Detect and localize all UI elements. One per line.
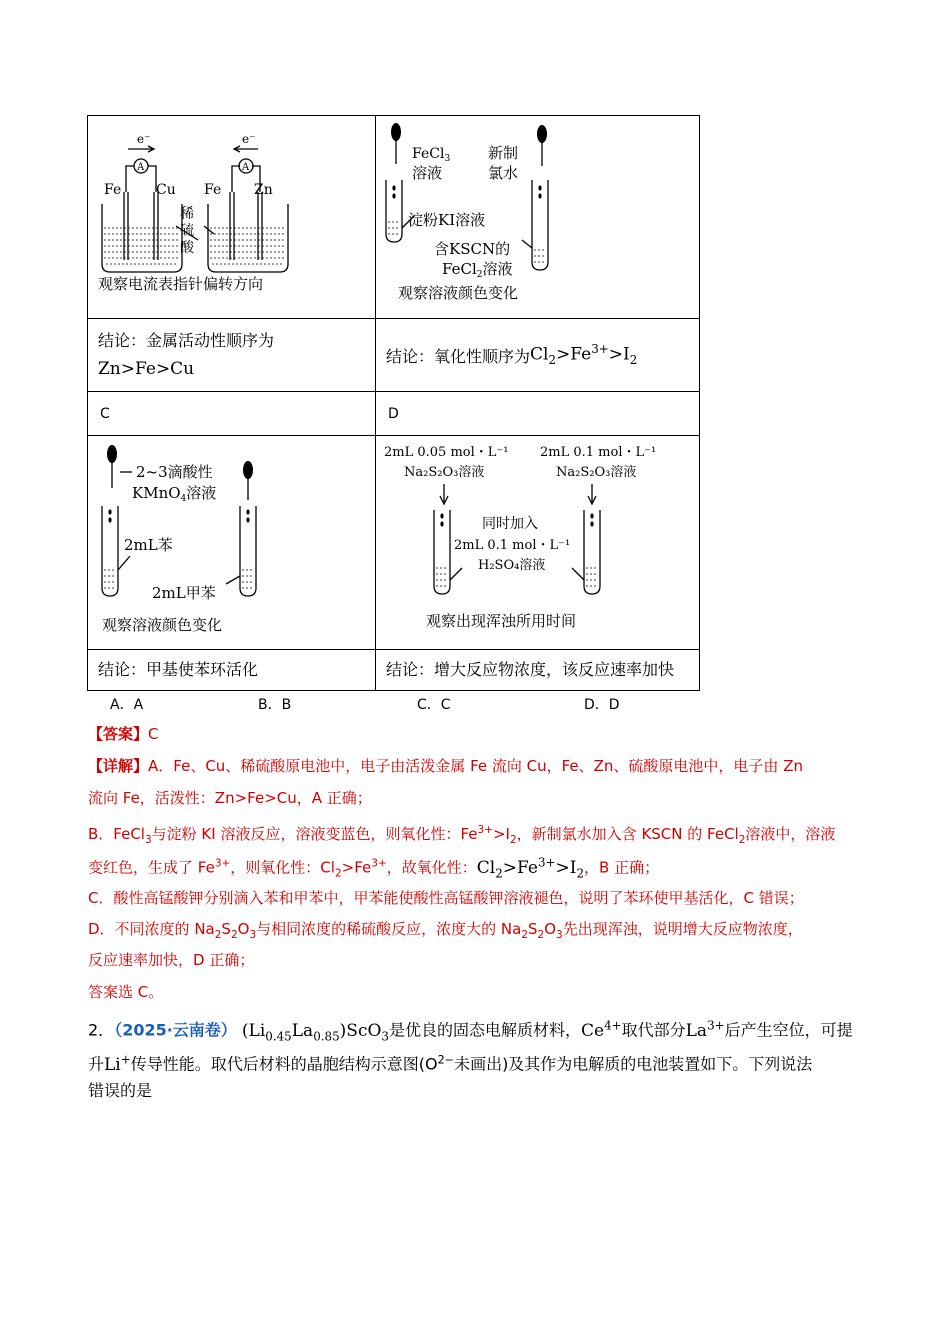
electrode-zn-label: Zn: [254, 182, 273, 198]
cell-c-conclusion: [88, 650, 376, 691]
detail-label: 【详解】: [88, 757, 149, 775]
cell-b-conclusion: 结论：氧化性顺序为 $Cl_2>Fe^{3+}>I_2$: [376, 319, 700, 392]
fecl2-label: FeCl: [442, 260, 477, 278]
galvanic-cells-figure: [88, 116, 376, 318]
svg-text:FeCl2溶液: FeCl$_2$溶液: [442, 260, 513, 280]
question-2-line-1: 2．（2025·云南卷） $(Li_{0.45}La_{0.85})ScO_3$是优良的固态电解质材料，$Ce^{4+}$取代部分$La^{3+}$后产生空位，可提: [88, 1018, 853, 1044]
detail-line-2: 流向 Fe，活泼性：Zn>Fe>Cu，A 正确；: [88, 789, 372, 807]
conclusion-text: 结论：金属活动性顺序为: [98, 331, 275, 350]
cell-a-figure: [88, 116, 376, 319]
acid-label: 硫: [180, 223, 194, 239]
oxidation-figure: [376, 116, 700, 318]
figure-caption: 观察出现浑浊所用时间: [426, 612, 577, 630]
svg-text:FeCl3: FeCl$_3$: [412, 146, 451, 164]
conclusion-formula: Zn>Fe>Cu: [98, 359, 195, 379]
cell-b-figure: [376, 116, 700, 319]
fecl3-solution-label: 溶液: [412, 164, 443, 182]
chlorine-water-label: 氯水: [488, 164, 519, 182]
electron-label-left: e⁻: [137, 132, 151, 146]
toluene-label: 2mL甲苯: [152, 584, 216, 602]
conclusion-text: 结论：氧化性顺序为: [386, 346, 531, 366]
figure-caption: 观察溶液颜色变化: [398, 284, 519, 302]
detail-line-8: 答案选 C。: [88, 983, 164, 1001]
detail-line-5: C．酸性高锰酸钾分别滴入苯和甲苯中，甲苯能使酸性高锰酸钾溶液褪色，说明了苯环使甲基活化，C 错误；: [88, 889, 804, 907]
detail-line-3: B．FeCl$_3$与淀粉 KI 溶液反应，溶液变蓝色，则氧化性：$Fe^{3+}>I_2$，新制氯水加入含 KSCN 的 FeCl$_2$溶液中，溶液: [88, 824, 836, 846]
kmno4-reagent-label: 2~3滴酸性: [136, 463, 213, 481]
conclusion-text: 结论：甲基使苯环活化: [98, 660, 259, 679]
question-number: 2．: [88, 1020, 115, 1040]
h2so4-concentration: 2mL 0.1 mol・L⁻¹: [454, 538, 571, 553]
option-d[interactable]: D．D: [584, 697, 620, 713]
left-concentration: 2mL 0.05 mol・L⁻¹: [384, 445, 509, 460]
oxidation-order-formula: $Cl_2>Fe^{3+}>I_2$: [476, 855, 585, 881]
question-2-line-2: 升Li+传导性能。取代后材料的晶胞结构示意图($O^{2-}$未画出)及其作为电解质的电池装置如下。下列说法: [88, 1052, 813, 1075]
question-source: （2025·云南卷）: [114, 1020, 237, 1040]
acid-label: 稀: [180, 206, 194, 222]
cell-d-figure: [376, 436, 700, 650]
electron-label-right: e⁻: [242, 132, 256, 146]
cell-c-figure: [88, 436, 376, 650]
answer-line: [88, 722, 159, 746]
answer-value: C: [148, 725, 159, 743]
ammeter-icon: A: [137, 162, 145, 173]
added-label: 同时加入: [482, 516, 538, 532]
li-ion: Li+: [104, 1052, 131, 1075]
kmno4-figure: [88, 436, 376, 649]
detail-line-1: 【详解】A．Fe、Cu、稀硫酸原电池中，电子由活泼金属 Fe 流向 Cu，Fe、Zn、硫酸原电池中，电子由 Zn: [88, 757, 803, 775]
cell-a-conclusion: [88, 319, 376, 392]
cell-c-label: C: [88, 392, 376, 436]
answer-label: 【答案】: [88, 725, 149, 743]
experiment-table: [87, 115, 700, 691]
kscn-label: 含KSCN的: [434, 240, 511, 258]
figure-caption: 观察电流表指针偏转方向: [98, 275, 264, 293]
ammeter-icon: A: [242, 162, 250, 173]
fecl3-label: FeCl: [412, 146, 445, 162]
left-reagent: Na₂S₂O₃溶液: [404, 465, 485, 480]
conclusion-text: 结论：增大反应物浓度，该反应速率加快: [386, 660, 675, 679]
benzene-label: 2mL苯: [124, 536, 173, 554]
kmno4-formula: KMnO: [132, 484, 181, 502]
question-2-line-3: 错误的是: [88, 1081, 153, 1100]
la-ion: $La^{3+}$: [685, 1018, 725, 1041]
thiosulfate-figure: [376, 436, 700, 649]
ki-starch-label: 淀粉KI溶液: [408, 211, 486, 229]
acid-label: 酸: [180, 240, 194, 256]
cell-d-conclusion: [376, 650, 700, 691]
detail-line-4: 变红色，生成了 $Fe^{3+}$，则氧化性：$Cl_2>Fe^{3+}$，故氧化性：$Cl_2>Fe^{3+}>I_2$，B 正确；: [88, 855, 660, 881]
electrode-cu-label: Cu: [156, 182, 176, 198]
chlorine-water-label: 新制: [488, 144, 519, 162]
svg-text:KMnO4溶液: KMnO$_4$溶液: [132, 484, 217, 504]
right-reagent: Na₂S₂O₃溶液: [556, 465, 637, 480]
ce-ion: $Ce^{4+}$: [581, 1018, 622, 1041]
right-concentration: 2mL 0.1 mol・L⁻¹: [540, 445, 657, 460]
detail-line-6: D．不同浓度的 $Na_2S_2O_3$与相同浓度的稀硫酸反应，浓度大的 $Na_2S_2O_3$先出现浑浊，说明增大反应物浓度，: [88, 920, 803, 941]
electrolyte-formula: $(Li_{0.45}La_{0.85})ScO_3$: [241, 1020, 389, 1044]
figure-caption: 观察溶液颜色变化: [102, 616, 223, 634]
electrode-fe-label: Fe: [104, 182, 122, 198]
option-b[interactable]: B．B: [258, 697, 292, 713]
option-c[interactable]: C．C: [417, 697, 451, 713]
option-a[interactable]: A．A: [110, 697, 144, 713]
electrode-fe-label: Fe: [204, 182, 222, 198]
cell-d-label: D: [376, 392, 700, 436]
h2so4-label: H₂SO₄溶液: [478, 558, 546, 573]
detail-line-7: 反应速率加快，D 正确；: [88, 951, 255, 969]
